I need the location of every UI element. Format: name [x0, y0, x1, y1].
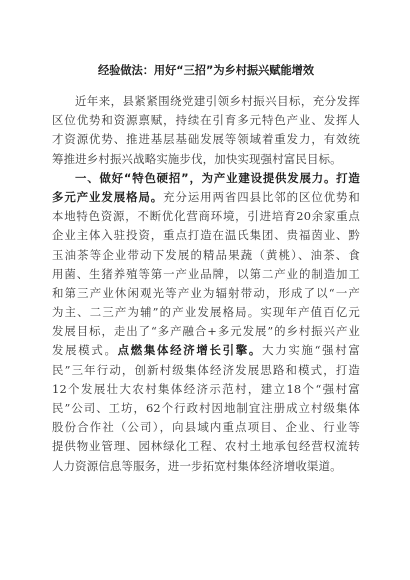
paragraph-line: [52, 341, 360, 360]
paragraph-line: 股份合作社（公司），向县域内重点项目、企业、行业等: [52, 420, 360, 435]
paragraph-line: 用菌、生猪养殖等第一产业品牌，以第二产业的制造加工: [52, 266, 360, 281]
paragraph-line: 12个发展壮大农村集体经济示范村，建立18个“强村富: [52, 381, 360, 396]
paragraph-line: 和第三产业休闲观光等产业为辐射带动，形成了以“一产: [52, 285, 360, 300]
subheading: 点燃集体经济增长引擎。: [117, 343, 263, 358]
paragraph-line: 筹推进乡村振兴战略实施步伐，加快实现强村富民目标。: [52, 151, 342, 166]
paragraph-line: [52, 188, 360, 207]
paragraph-line: 才资源优势、推进基层基础发展等领域着重发力，有效统: [52, 132, 360, 147]
paragraph-line: 人力资源信息等服务，进一步拓宽村集体经济增收渠道。: [52, 458, 342, 473]
document-page: [52, 62, 360, 476]
paragraph-line: 发展目标，走出了“多产融合+多元发展”的乡村振兴产业: [52, 324, 360, 339]
paragraph-text: 大力实施“强村富: [262, 343, 360, 358]
paragraph-line: 企业主体入驻投资，重点打造在温氏集团、贵福茵业、黔: [52, 228, 360, 243]
paragraph-line: 民”公司、工坊，62个行政村因地制宜注册成立村级集体: [52, 401, 360, 415]
paragraph-line: 民”三年行动，创新村级集体经济发展思路和模式，打造: [52, 362, 360, 377]
paragraph-text: 发展模式。: [52, 343, 118, 358]
paragraph-line: 区位优势和资源禀赋，持续在引育多元特色产业、发挥人: [52, 113, 360, 128]
paragraph-line: 提供物业管理、园林绿化工程、农村土地承包经营权流转: [52, 439, 360, 454]
paragraph-line: 近年来，县紧紧围绕党建引领乡村振兴目标，充分发挥: [75, 94, 360, 108]
section-heading: 一、做好“特色硬招”，为产业建设提供发展力。打造: [75, 170, 360, 185]
section-one-paragraph: [52, 169, 360, 476]
paragraph-text: 充分运用两省四县比邻的区位优势和: [163, 189, 360, 204]
subheading: 多元产业发展格局。: [52, 189, 164, 204]
paragraph-line: 为主、二三产为辅”的产业发展格局。实现年产值百亿元: [52, 305, 360, 320]
paragraph-line: 本地特色资源，不断优化营商环境，引进培育20余家重点: [52, 209, 360, 224]
document-title: 经验做法：用好“三招”为乡村振兴赋能增效: [97, 64, 315, 77]
paragraph-line: 玉油茶等企业带动下发展的精品果蔬（黄桃）、油茶、食: [52, 247, 360, 262]
intro-paragraph: [52, 92, 360, 169]
